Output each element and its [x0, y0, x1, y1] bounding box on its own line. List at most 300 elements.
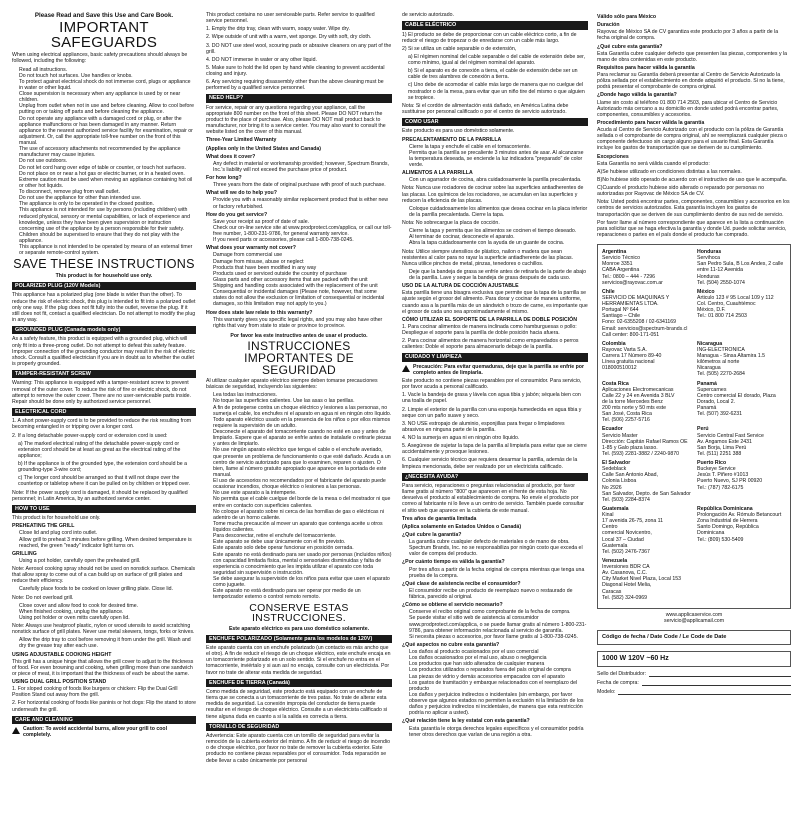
- what-do-list: [206, 197, 392, 209]
- list-item: • Extreme caution must be used when moving an appliance containing hot oil or other hot liquids.: [19, 177, 196, 189]
- distributor-line: kilómetros al norte: [697, 359, 740, 366]
- distributor-country: República Dominicana: [697, 505, 753, 512]
- distributor-entry: [697, 426, 786, 457]
- list-item: • Desconecte el aparato del tomacorriente cuando no esté en uso y antes de limpiarlo. Espere que el aparato se enfríe antes de instalarle o retirarle piezas y antes de limpiarlo.: [213, 429, 392, 447]
- distributor-line: Honduras: [697, 273, 720, 280]
- spanish-stand-items: [402, 324, 588, 351]
- spanish-care-steps: [402, 392, 588, 469]
- state-law-list: [206, 317, 392, 329]
- list-item: 1. A short power-supply cord is to be provided to reduce the risk resulting from becoming entangled in or tripping over a longer cord.: [12, 418, 192, 431]
- adjustable-height-text: This grill has a unique hinge that allows the grill cover to adjust to the thickness of food. For even browning and cooking, when grilling more than one sandwich or piece of meat, it is important that the thickness of each be about the same.: [12, 658, 194, 677]
- spanish-grilling-list-2: [402, 206, 588, 218]
- distributor-line: Portugal Nº 644: [602, 307, 639, 314]
- list-item: • Por tres años a partir de la fecha original de compra mientras que tenga una prueba de la compra.: [409, 567, 588, 579]
- distributor-line: Centro comercial El dorado, Plaza Dorado, Local 2.: [697, 392, 776, 405]
- form-field-line: [642, 680, 791, 686]
- list-item: a) El régimen nominal del cable separable o del cable de extensión debe ser, como mínimo, igual al del régimen nominal del aparato.: [408, 53, 586, 66]
- list-item: • Children should be supervised to ensure that they do not play with the appliance.: [19, 232, 196, 244]
- list-item: • Se debe asegurar la supervisión de los niños para evitar que usen el aparato como juguete.: [213, 576, 392, 588]
- form-field-label: Modelo:: [597, 689, 616, 696]
- spanish-stand-heading: CÓMO UTILIZAR EL SOPORTE DE LA PARRILLA DE DOBLE POSICIÓN: [402, 316, 577, 323]
- list-item: • Abra la tapa cuidadosamente con la ayuda de un guante de cocina.: [409, 240, 588, 246]
- list-item: • Shipping and handling costs associated with the replacement of the unit: [213, 283, 392, 289]
- distributor-country: Costa Rica: [602, 380, 629, 387]
- distributor-line: Tel. (503) 2284-8374: [602, 496, 650, 503]
- spanish-assistance-heading: ¿Qué clase de asistencia recibe el consumidor?: [402, 580, 521, 587]
- list-item: • When finished cooking, unplug the appliance.: [19, 609, 196, 615]
- list-item: • Do not use outdoors.: [19, 158, 196, 164]
- list-item: • Al terminar de cocinar, desconecte el aparato.: [409, 234, 588, 240]
- distributor-line: Dirección: Capitán Rafael Ramos OE 1-85 y Galo plaza lasso.: [602, 438, 688, 451]
- list-item: 2. Wipe outside of unit with a warm, wet sponge. Dry with soft, dry cloth.: [206, 34, 372, 41]
- list-item: • Using pot holder or oven mitts carefully open lid.: [19, 615, 196, 621]
- list-item: • Si necesita piezas o accesorios, por favor llame gratis al 1-800-738-0245.: [409, 634, 588, 640]
- list-item: • Los productos utilizados o reparados fuera del país original de compra: [409, 667, 588, 673]
- list-item: • Do not let cord hang over edge of table or counter, or touch hot surfaces.: [19, 165, 196, 171]
- form-field: [597, 689, 791, 695]
- distributor-line: San Borja, Lima Perú: [697, 444, 747, 451]
- distributor-line: Calle San Antonio Abad,: [602, 472, 658, 479]
- distributor-line: No 2926: [602, 484, 622, 491]
- spanish-preheat-heading: PRECALENTAMIENTO DE LA PARRILLA: [402, 136, 502, 143]
- distributor-country: Guatemala: [602, 505, 629, 512]
- spanish-tamper-heading: TORNILLO DE SEGURIDAD: [206, 723, 392, 731]
- list-item: • Cierre la tapa y permita que los alimentos se cocinen el tiempo deseado.: [409, 228, 588, 234]
- list-item: 1) El producto se debe de proporcionar con un cable eléctrico corto, a fin de reducir el riesgo de tropezar o de enredarse con un cable más largo.: [402, 31, 577, 44]
- mexico-duration-heading: Duración: [597, 22, 620, 29]
- list-item: • No use ningún aparato eléctrico que tenga el cable o el enchufe averiado, que presente un problema de funcionamiento o que esté dañado. Acuda a un centro de servicio autorizado para que lo examinen, reparen o ajusten. O bien, llame al número gratuito apropiado que aparece en la portada de este manual.: [213, 447, 392, 478]
- what-do-heading: What will we do to help you?: [206, 190, 277, 197]
- how-to-use-sub: This product is for household use only.: [12, 515, 101, 522]
- list-item: • Cierre la tapa y enchufe el cable en el tomacorriente.: [409, 144, 588, 150]
- list-item: • Coloque cuidadosamente los alimentos que desea cocinar en la placa inferior de la parrilla precalentada. Cierre la tapa.: [409, 206, 588, 218]
- list-item: 1. For sloped cooking of foods like burgers or chicken: Flip the Dual Grill Position Stand out away from the grill.: [12, 686, 178, 699]
- distributor-entry: [602, 249, 691, 286]
- spanish-safety-title: INSTRUCCIONES IMPORTANTES DE SEGURIDAD: [244, 339, 354, 377]
- distributor-country: Nicaragua: [697, 340, 723, 347]
- spanish-law-list: [402, 726, 588, 738]
- list-item: • Este aparato se debe usar únicamente con el fin previsto.: [213, 539, 392, 545]
- distributor-entry: [602, 381, 691, 424]
- distributor-line: Panamá: [697, 405, 717, 411]
- distributor-line: Fono: 02-6355208 / 02-6341169: [602, 319, 677, 326]
- spanish-grounded-heading: ENCHUFE DE TIERRA (Canadá): [206, 679, 392, 687]
- spanish-household-use: Este producto es para uso doméstico solamente.: [402, 128, 515, 135]
- distributor-entry: [602, 558, 691, 601]
- distributor-line: Centro: [602, 524, 618, 531]
- spanish-obtain-list: [402, 609, 588, 640]
- list-item: • Los productos que han sido alterados de cualquier manera: [409, 661, 588, 667]
- distributor-entry: [602, 341, 691, 378]
- list-item: A)Se hubiese utilizado en condiciones distintas a las normales.: [597, 168, 742, 175]
- list-item: • To protect against electrical shock do not immerse cord, plugs or appliance in water or other liquid.: [19, 79, 196, 91]
- list-item: 2. If a long detachable power-supply cord or extension cord is used:: [12, 432, 168, 439]
- distributor-line: SERVICIO DE MAQUINAS Y HERRAMIENTAS LTDA.: [602, 294, 670, 307]
- distributor-line: Guatemala: [602, 542, 628, 549]
- list-item: • Los daños ocasionados por el mal uso, abuso o negligencia: [409, 655, 588, 661]
- list-item: • Damage from commercial use: [213, 252, 392, 258]
- list-item: • Los daños al producto ocasionados por el uso comercial: [409, 649, 588, 655]
- list-item: 1. Para cocinar alimentos de manera inclinada como hamburguesas o pollo: Despliegue el soporte para la parrilla de doble posición hacia afuera.: [402, 323, 577, 336]
- mexico-exceptions-list: [597, 169, 791, 198]
- list-item: 2. For horizontal cooking of foods like paninis or hot dogs: Flip the stand to store underneath the grill.: [12, 700, 196, 713]
- need-help-heading: NEED HELP?: [206, 94, 392, 102]
- electrical-rating: 1000 W 120V ~60 Hz: [597, 651, 791, 667]
- distributor-line: Servicio Técnico: [602, 255, 640, 262]
- list-item: 3. DO NOT use steel wool, scouring pads or abrasive cleaners on any part of the grill.: [206, 42, 392, 55]
- distributor-line: Prolongación Av. Rómulo Betancourt: [697, 512, 782, 518]
- grilling-note-2: Note: Do not overload grill.: [12, 594, 74, 601]
- distributor-line: Diagonal Hotel Melia,: [602, 582, 652, 589]
- safeguards-intro: When using electrical appliances, basic safety precautions should always be followed, including the following:: [12, 52, 188, 65]
- spanish-care-caution: [402, 364, 588, 376]
- list-item: 4. DO NOT immerse in water or any other liquid.: [206, 56, 317, 63]
- list-item: • No coloque el aparato sobre ni cerca de las hornillas de gas o eléctricas ni adentro de un horno caliente.: [213, 509, 392, 521]
- list-item: • To disconnect, remove plug from wall outlet.: [19, 189, 196, 195]
- form-field-line: [649, 671, 791, 677]
- service-website: www.applicaservice.com: [665, 611, 723, 618]
- list-item: • Con un agarrador de cocina, abra cuidadosamente la parrilla precalentada.: [409, 177, 588, 183]
- mexico-where-heading: ¿Donde hago válida la garantía?: [597, 92, 677, 99]
- distributor-line: San José, Costa Rica: [602, 411, 652, 418]
- list-item: • This appliance is not intended to be operated by means of an external timer or separate remote-control system.: [19, 244, 196, 256]
- spanish-grilling-list-1: [402, 177, 588, 183]
- polarized-plug-text: This appliance has a polarized plug (one blade is wider than the other). To reduce the risk of electric shock, this plug is intended to fit into a polarized outlet only one way. If the plug does not fit fully into the outlet, reverse the plug. If it still does not fit, contact a qualified electrician. Do not attempt to modify the plug in any way.: [12, 292, 196, 323]
- list-item: • Esta garantía le otorga derechos legales específicos y el consumidor podría tener otros derechos que varían de una región a otra.: [409, 726, 588, 738]
- date-code-box: Código de fecha / Date Code / Le Code de Date: [597, 630, 791, 645]
- not-cover-heading: What does your warranty not cover?: [206, 245, 296, 252]
- list-item: • Using a pot holder, carefully open the preheated grill.: [19, 558, 196, 564]
- form-field-label: Sello del Distribuidor:: [597, 670, 647, 677]
- distributor-entry: [697, 460, 786, 503]
- mexico-duration-text: Rayovac de México SA de CV garantiza este producto por 3 años a partir de la fecha original de compra.: [597, 29, 779, 42]
- distributor-entry: [602, 460, 691, 503]
- dual-stand-heading: USING DUAL GRILL POSITION STAND: [12, 679, 107, 686]
- spanish-read-notice: Por favor lea este instructivo antes de usar el producto.: [230, 332, 368, 339]
- list-item: • Products that have been modified in any way: [213, 265, 392, 271]
- spanish-grilling-note-1: Nota: Nunca use rociadores de cocinar sobre las superficies antiadherentes de las placas. Los químicos de los rociadores, se acumulan en las superficies y reducen la eficiencia de las placas.: [402, 185, 584, 204]
- list-item: • El uso de accesorios no recomendados por el fabricante del aparato puede ocasionar incendios, choque eléctrico o lesiones a las personas.: [213, 478, 392, 490]
- list-item: • Tome mucha precaución al mover un aparato que contenga aceite u otros líquidos calientes.: [213, 521, 392, 533]
- list-item: • Deje que la bandeja de grasa se enfríe antes de retirarla de la parte de abajo de la parrilla. Lave y seque la bandeja de grasa después de cada uso.: [409, 269, 588, 281]
- distributor-line: Aplicaciones Electromecanicas: [602, 386, 674, 393]
- distributor-line: Monroe 3351: [602, 261, 633, 268]
- what-cover-list: [206, 161, 392, 173]
- list-item: • Para desconectar, retire el enchufe del tomacorriente.: [213, 533, 392, 539]
- distributor-line: Av. Angamos Este 2431: [697, 438, 752, 445]
- distributor-line: Av. Casanova, C.C.: [602, 570, 648, 577]
- column-english-safeguards: [12, 12, 196, 812]
- distributor-line: Tel. (511) 2251 388: [697, 450, 742, 457]
- list-item: • Allow the drip tray to cool before removing it from under the grill. Wash and dry the grease tray after each use.: [19, 637, 196, 649]
- distributor-line: de la torre Mercedes Benz: [602, 398, 663, 405]
- distributor-line: Supercarnes: [697, 386, 727, 393]
- list-item: • No permita que el cable cuelgue del borde de la mesa o del mostrador ni que entre en contacto con superficies calientes.: [213, 496, 392, 508]
- spanish-duration-list: [402, 567, 588, 579]
- spanish-care-text: Este producto no contiene piezas reparables por el consumidor. Para servicio, por favor acuda a personal calificado.: [402, 378, 582, 391]
- distributor-line: Santo Domingo, República: [697, 524, 759, 531]
- mexico-note: Nota: Usted podrá encontrar partes, componentes, consumibles y accesorios en los centros de servicios autorizados. Esta garantía incluyen los gastos de transportación que se deriven de sus cumplimiento dentro de sus red de servicio.: [597, 199, 790, 218]
- spanish-care-caution-text: Precaución: Para evitar quemaduras, deje que la parrilla se enfríe por completo antes de limpiarla.: [413, 363, 584, 376]
- spanish-not-cover-heading: ¿Qué aspectos no cubre esta garantía?: [402, 641, 500, 648]
- distributor-line: Inversiones BDR CA: [602, 564, 650, 570]
- column-mexico-warranty: [597, 12, 791, 812]
- purchase-form: [597, 671, 791, 695]
- spanish-how-to-use-heading: COMO USAR: [402, 118, 588, 126]
- distributor-line: Calle 22 y 24 en Avenida 3 BLV: [602, 392, 675, 399]
- dual-stand-items: [12, 686, 196, 713]
- distributor-entry: [697, 506, 786, 555]
- warning-icon: [402, 365, 410, 372]
- service-email: servicio@applicamail.com: [663, 617, 725, 624]
- spanish-grilling-note-3: Nota: Utilice siempre utensilios de plástico, nailon o madera que sean resistentes al calor para no rayar la superficie antiadherente de las placas. Nunca utilice pinchos de metal, pinzas, tenedores o cuchillos.: [402, 248, 573, 267]
- list-item: 2. Para cocinar alimentos de manera horizontal como emparedados o perros calientes: Doble el soporte para almacenarlo debajo de la parrilla.: [402, 338, 579, 351]
- list-item: • Conserve el recibo original como comprobante de la fecha de compra.: [409, 609, 588, 615]
- grilling-list-1: [12, 558, 196, 564]
- list-item: • Este aparato solo debe operar funcionar en posición cerrada.: [213, 545, 392, 551]
- form-field: [597, 671, 791, 677]
- distributor-country: Perú: [697, 426, 709, 433]
- list-item: • If you need parts or accessories, please call 1-800-738-0245.: [213, 237, 392, 243]
- distributor-line: servicios@rayovac.com.ar: [602, 279, 663, 286]
- list-item: 2) Si se utiliza un cable separable o de extensión,: [402, 45, 517, 52]
- list-item: • Do not operate any appliance with a damaged cord or plug, or after the appliance malfunctions or has been damaged in any manner. Return appliance to the nearest authorized service facility for examination, repair or adjustment. Or, call the appropriate toll-free number on the front of this manual.: [19, 116, 196, 147]
- list-item: c) Uno debe de acomodar el cable más largo de manera que no cuelgue del mostrador o de la mesa, para evitar que un niño tire del mismo o que alguien se tropiece.: [408, 82, 585, 101]
- distributor-line: Tel. (504) 2550-1074: [697, 279, 745, 286]
- mexico-requirements-text: Para reclamar su Garantía deberá presentar al Centro de Servicio Autorizado la póliza sellada por el establecimiento en donde adquirió el producto. Si no la tiene, podrá presentar el comprobante de compra original.: [597, 72, 785, 91]
- list-item: • Close cover and allow food to cook for desired time.: [19, 603, 196, 609]
- what-cover-heading: What does it cover?: [206, 153, 256, 160]
- spanish-grilling-heading: ALIMENTOS A LA PARRILLA: [402, 170, 473, 177]
- spanish-household-note: Este aparato eléctrico es para uso doméstico solamente.: [228, 625, 370, 632]
- mexico-procedure-text: Acuda al Centro de Servicio Autorizado con el producto con la póliza de Garantía sellada o el comprobante de compra original, ahí se reemplazará cualquier pieza o componente defectuoso sin cargo alguno para el usuario final. Esta Garantía incluye los gastos de transportación que se deriven de su cumplimiento.: [597, 127, 788, 152]
- spanish-intro: Al utilizar cualquier aparato eléctrico siempre deben tomarse precauciones básicas de seguridad, incluyendo las siguientes:: [206, 378, 378, 391]
- column-service-warranty: [206, 12, 392, 812]
- form-field-label: Fecha de compra:: [597, 679, 639, 686]
- list-item: 5. Asegúrese de sujetar la tapa de la parrilla al limpiarla para evitar que se cierre accidentalmente y provoque lesiones.: [402, 443, 587, 456]
- grounded-plug-heading: GROUNDED PLUG (Canada models only): [12, 326, 196, 334]
- grilling-note-1: Note: Aerosol cooking spray should not be used on nonstick surface. Chemicals that allow spray to come out of a can build up on surface of grill plates and reduce their efficiency.: [12, 566, 196, 585]
- distributor-entry: [697, 289, 786, 338]
- spanish-grilling-note-2: Nota: No sobrecargue la placa de cocción.: [402, 220, 500, 226]
- list-item: 1. Vacíe la bandeja de grasa y lávela con agua tibia y jabón; séquela bien con una toalla de papel.: [402, 392, 581, 405]
- spanish-obtain-heading: ¿Cómo se obtiene el servicio necesario?: [402, 602, 503, 609]
- spanish-cord-note: Nota: Si el cordón de alimentación está dañado, en América Latina debe sustituirse por personal calificado o por el centro de servicio autorizado.: [402, 102, 569, 115]
- distributor-line: Puerto Nuevo, SJ PR 00920: [697, 478, 763, 485]
- care-steps: [206, 26, 392, 91]
- distributor-line: Articulo 123 # 95 Local 109 y 112: [697, 294, 774, 301]
- list-item: • Consequential or incidental damages (Please note, however, that some states do not allow the exclusion or limitation of consequential or incidental damages, so this limitation may not apply to you.): [213, 289, 392, 307]
- spanish-polarized-heading: ENCHUFE POLARIZADO (Solamente para los modelos de 120V): [206, 635, 392, 643]
- grilling-list-2: [12, 586, 196, 592]
- distributor-country: Honduras: [697, 249, 722, 255]
- read-save-note: Please Read and Save this Use and Care Book.: [34, 12, 174, 19]
- list-item: • Este aparato no está destinado para ser operar por medio de un temporizador externo o control remoto remoto.: [213, 588, 392, 600]
- mexico-list-intro: Por favor llame al número correspondiente que aparece en la lista a continuación para solicitar que se haga efectiva la garantía y donde Ud. puede solicitar servicio, reparaciones o partes en el país donde el producto fue comprado.: [597, 219, 787, 238]
- distributor-line: Tel. (506) 2257-5716: [602, 417, 650, 424]
- list-item: • This appliance is not intended for use by persons (including children) with reduced physical, sensory or mental capabilities, or lack of experience and knowledge, unless they have been given supervision or instruction concerning use of the appliance by a person responsible for their safety.: [19, 207, 196, 232]
- distributor-line: Tel.: (787) 782-6175: [697, 484, 744, 491]
- adjustable-height-heading: USING ADJUSTABLE COOKING HEIGHT: [12, 651, 112, 658]
- spanish-cord-items: [402, 32, 588, 101]
- list-item: 3. NO USE estropajo de aluminio, esponjillas para fregar o limpiadores abrasivos en ninguna parte de la parrilla.: [402, 420, 565, 433]
- list-item: • Do not use the appliance for other than intended use.: [19, 195, 196, 201]
- distributor-line: Zona Industrial de Herrera: [697, 518, 758, 525]
- distributor-line: Local 37 – Ciudad: [602, 536, 644, 543]
- list-item: • Las piezas de vidrio y demás accesorios empacados con el aparato: [409, 674, 588, 680]
- spanish-preheat-list: [402, 144, 588, 169]
- list-item: • Three years from the date of original purchase with proof of such purchase.: [213, 182, 392, 188]
- mexico-requirements-heading: Requisitos para hacer válida la garantía: [597, 64, 695, 71]
- polarized-plug-heading: POLARIZED PLUG (120V Models): [12, 282, 196, 290]
- care-caution-text: Caution: To avoid accidental burns, allow your grill to cool completely.: [23, 726, 168, 739]
- how-long-list: [206, 182, 392, 188]
- list-item: • Do not touch hot surfaces. Use handles or knobs.: [19, 73, 196, 79]
- list-item: 6. Any servicing requiring disassembly other than the above cleaning must be performed by a qualified service personnel.: [206, 79, 384, 92]
- list-item: 1. Empty the drip tray, clean with warm, soapy water. Wipe dry.: [206, 26, 350, 33]
- safeguards-list: [12, 67, 196, 257]
- distributor-line: Buckeye Service: [697, 466, 736, 473]
- spanish-assistance-list: [402, 588, 588, 600]
- spanish-duration-heading: ¿Por cuánto tiempo es válida la garantía?: [402, 559, 505, 566]
- distributor-line: ING-ELECTRONICA: [697, 346, 745, 353]
- care-caution: [12, 726, 196, 738]
- spanish-height-heading: USO DE LA ALTURA DE COCCIÓN AJUSTABLE: [402, 283, 519, 290]
- list-item: a) The marked electrical rating of the detachable power-supply cord or extension cord should be at least as great as the electrical rating of the appliance;: [18, 440, 181, 459]
- distributor-line: Col. Centro, Cuauhtémoc: [697, 301, 756, 307]
- grounded-plug-text: As a safety feature, this product is equipped with a grounded plug, which will only fit into a three-prong outlet. Do not attempt to defeat this safety feature. Improper connection of the grounding conductor may result in the risk of electric shock. Consult a qualified electrician if you are in doubt as to whether the outlet is properly grounded.: [12, 336, 196, 367]
- list-item: • Carefully place foods to be cooked on lower grilling plate. Close lid.: [19, 586, 196, 592]
- distributor-line: Tel. (507) 392-6231: [697, 411, 742, 418]
- distributor-line: Jesús T. Piñero #1013: [697, 472, 749, 479]
- list-item: • Todo aparato eléctrico usado en la presencia de los niños o por ellos mismos requiere la supervisión de un adulto.: [213, 417, 392, 429]
- distributor-directory: [597, 244, 791, 609]
- list-item: 2. Limpie el exterior de la parrilla con una esponja humedecida en agua tibia y seque con un paño suave y seco.: [402, 406, 582, 419]
- distributor-line: México, D.F.: [697, 307, 726, 314]
- list-item: 6. Cualquier servicio técnico que requiera desarmar la parrilla, además de la limpieza mencionada, debe ser realizado por un electricista calificado.: [402, 457, 578, 470]
- distributor-line: Tel.: 0800 – 444 - 7296: [602, 273, 656, 280]
- distributor-entry: [697, 381, 786, 424]
- list-item: • Any defect in material or workmanship provided; however, Spectrum Brands, Inc.'s liability will not exceed the purchase price of product.: [213, 161, 392, 173]
- list-item: • La garantía cubre cualquier defecto de materiales o de mano de obra. Spectrum Brands, Inc. no se responsabiliza por ningún costo que exceda el valor de compra del producto.: [409, 539, 588, 557]
- distributor-entry: [697, 249, 786, 286]
- mexico-exceptions-text: Esta Garantía no será válida cuando el producto:: [597, 160, 710, 167]
- list-item: • Se puede visitar el sitio web de asistencia al consumidor www.prodprotect.com/applica, o se puede llamar gratis al número 1-800-231-9786, para obtener información relacionada al servicio de garantía.: [409, 615, 588, 633]
- distributor-line: Email: servicios@spectrum-brands.cl: [602, 325, 688, 332]
- spanish-tamper-text: Advertencia: Este aparato cuenta con un tornillo de seguridad para evitar la remoción de la cubierta exterior del mismo. A fin de reducir el riesgo de incendio o de choque eléctrico, por favor no trate de remover la cubierta exterior. Este producto no contiene piezas reparables por el consumidor. Toda reparación se debe llevar a cabo únicamente por personal: [206, 733, 390, 764]
- spanish-warranty-heading: Tres años de garantía limitada: [402, 515, 477, 522]
- distributor-line: Servicio Master: [602, 432, 638, 439]
- distributor-line: Servihoca: [697, 255, 721, 262]
- list-item: • Do not place on or near a hot gas or electric burner, or in a heated oven.: [19, 171, 196, 177]
- save-instructions-title: SAVE THESE INSTRUCTIONS: [13, 257, 195, 272]
- how-service-heading: How do you get service?: [206, 211, 268, 218]
- distributor-line: Tel.: 01 800 714 2503: [697, 313, 747, 320]
- list-item: • The appliance is only to be operated in the closed position.: [19, 201, 196, 207]
- mexico-cover-text: Esta Garantía cubre cualquier defecto que presenten las piezas, componentes y la mano de obra contenidas en este producto.: [597, 50, 788, 63]
- list-item: • Check our on-line service site at www.prodprotect.com/applica, or call our toll-free number, 1-800-231-9786, for general warranty service.: [213, 225, 392, 237]
- list-item: • Los daños y perjuicios indirectos o incidentales (sin embargo, por favor observe que algunos estados no permiten la exclusión ni la limitación de los daños y perjuicios indirectos ni incidentales, de manera que esta restricción podría no aplicar a usted).: [409, 692, 588, 717]
- list-item: • El consumidor recibe un producto de reemplazo nuevo o restaurado de fábrica, parecido al original.: [409, 588, 588, 600]
- distributor-country: Chile: [602, 288, 615, 295]
- form-field: [597, 680, 791, 686]
- mexico-where-text: Llame sin costo al teléfono 01 800 714 2503, para ubicar el Centro de Servicio Autorizado más cercano a su domicilio en donde usted podrá encontrar partes, componentes, consumibles y accesorios.: [597, 99, 779, 118]
- distributor-line: Managua - Sinsa Altamira 1.5: [697, 353, 766, 359]
- list-item: • Close lid and plug cord into outlet.: [19, 530, 196, 536]
- distributor-line: Tel. (505) 2270-2684: [697, 371, 745, 378]
- distributor-line: Santiago – Chile: [602, 313, 641, 320]
- list-item: • This warranty gives you specific legal rights, and you may also have other rights that vary from state to state or province to province.: [213, 317, 392, 329]
- distributor-line: Rayovac Varta S.A.: [602, 346, 647, 353]
- list-item: • Close supervision is necessary when any appliance is used by or near children.: [19, 91, 196, 103]
- warning-icon: [12, 727, 20, 734]
- list-item: b) If the appliance is of the grounded type, the extension cord should be a grounding-type 3-wire cord;: [18, 461, 187, 474]
- distributor-line: San Pedro Sula, B Los Andes, 2 calle entre 11-12 Avenida: [697, 261, 784, 274]
- how-service-list: [206, 219, 392, 244]
- list-item: • No use este aparato a la intemperie.: [213, 490, 392, 496]
- grilling-list-3: [12, 603, 196, 621]
- spanish-height-text: Esta parrilla tiene una bisagra exclusiva que permite que la tapa de la parrilla se ajuste según el grosor del alimento. Para dorar y cocinar de manera uniforme, cuando asa a la parrilla más de un sándwich o trozo de carne, es importante que el grosor de cada uno sea aproximadamente el mismo.: [402, 290, 588, 315]
- spanish-warranty-sub: (Aplica solamente en Estados Unidos o Canadá): [402, 523, 522, 530]
- warranty-heading: Three-Year Limited Warranty: [206, 137, 277, 144]
- list-item: • Los gastos de tramitación y embarque relacionados con el reemplazo del producto: [409, 680, 588, 692]
- distributor-line: Colonia Lisboa: [602, 478, 637, 485]
- tamper-screw-text: Warning: This appliance is equipped with a tamper-resistant screw to prevent removal of the outer cover. To reduce the risk of fire or electric shock, do not attempt to remove the outer cover. There are no user-serviceable parts inside. Repair should be done only by authorized service personnel.: [12, 380, 191, 405]
- distributor-country: Puerto Rico: [697, 460, 727, 466]
- mexico-only-heading: Válido sólo para México: [597, 14, 657, 20]
- mexico-exceptions-heading: Excepciones: [597, 153, 629, 160]
- spanish-need-help-text: Para servicio, reparaciones o preguntas relacionadas al producto, por favor llame gratis al número "800" que aparecen en el frente de esta hoja. No devuelva el producto al establecimiento de compra. No envíe el producto por correo al fabricante ni lo lleve a un centro de servicio. También puede consultar el sitio web que aparece en la cubierta de este manual.: [402, 483, 584, 514]
- care-cleaning-heading: CARE AND CLEANING: [12, 716, 196, 724]
- distributor-country: Venezuela: [602, 557, 628, 564]
- distributor-line: Caracas: [602, 588, 622, 595]
- distributor-line: Nicaragua: [697, 365, 721, 372]
- not-cover-list: [206, 252, 392, 307]
- distributor-line: Tel. (582) 324-0969: [602, 594, 647, 601]
- how-to-use-heading: HOW TO USE: [12, 505, 196, 513]
- list-item: • Lea todas las instrucciones.: [213, 392, 392, 398]
- no-serviceable-parts: This product contains no user serviceable parts. Refer service to qualified service personnel.: [206, 12, 375, 25]
- distributor-line: Sedeblack: [602, 466, 627, 473]
- spanish-cord-heading: CABLE ELÉCTRICO: [402, 21, 588, 29]
- distributor-entry: [602, 426, 691, 457]
- preheating-list: [12, 530, 196, 548]
- list-item: • Allow grill to preheat 3 minutes before grilling. When desired temperature is reached, the green "ready" indicator light turns on.: [19, 537, 196, 549]
- distributor-line: 018000510012: [602, 365, 637, 372]
- electrical-cord-heading: ELECTRICAL CORD: [12, 408, 196, 416]
- distributor-country: Panamá: [697, 380, 717, 387]
- distributor-line: City Market Nivel Plaza, Local 153: [602, 576, 681, 583]
- distributor-line: Servicio Central Fast Service: [697, 432, 764, 439]
- distributor-entry: [602, 506, 691, 555]
- cord-note: Note: If the power supply cord is damaged, it should be replaced by qualified personnel; in Latin America, by an authorized service center.: [12, 489, 188, 502]
- preheating-heading: PREHEATING THE GRILL: [12, 523, 75, 530]
- mexico-procedure-heading: Procedimiento para hacer válida la garantía: [597, 119, 705, 126]
- distributor-line: Carrera 17 Número 89-40: [602, 353, 662, 359]
- grilling-note-3: Note: Always use heatproof plastic, nylon or wood utensils to avoid scratching nonstick surface of grill plates. Never use metal skewers, tongs, forks or knives.: [12, 623, 195, 636]
- electrical-cord-items: [12, 418, 196, 487]
- list-item: • Read all instructions.: [19, 67, 196, 73]
- spanish-grilling-list-3: [402, 228, 588, 246]
- spanish-grilling-list-4: [402, 269, 588, 281]
- spanish-law-heading: ¿Qué relación tiene la ley estatal con esta garantía?: [402, 718, 530, 725]
- list-item: 4. NO la sumerja en agua ni en ningún otro líquido.: [402, 435, 520, 441]
- how-long-heading: For how long?: [206, 175, 242, 181]
- distributor-country: Ecuador: [602, 426, 623, 433]
- list-item: 5. Make sure to hold the lid open by hand while cleaning to prevent accidental closing and injury.: [206, 64, 385, 77]
- list-item: • Products used or serviced outside the country of purchase: [213, 271, 392, 277]
- state-law-heading: How does state law relate to this warranty?: [206, 309, 313, 316]
